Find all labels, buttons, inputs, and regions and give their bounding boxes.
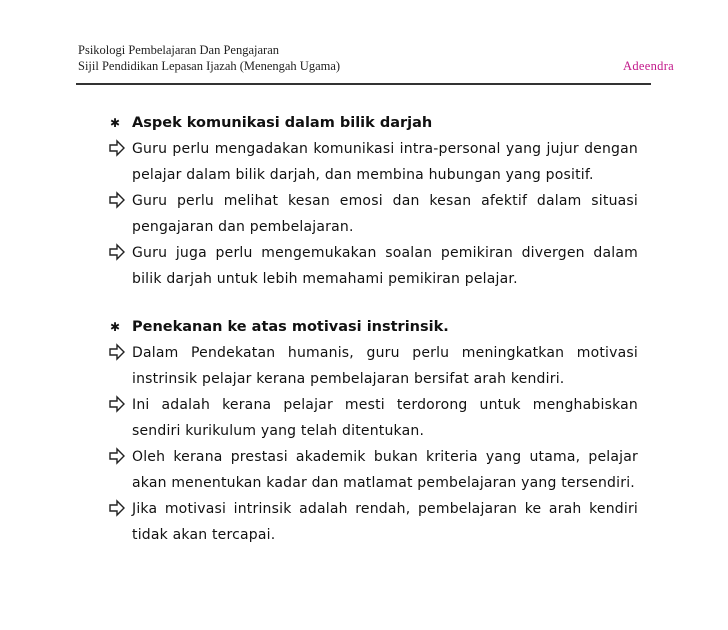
author-name: Adeendra — [623, 59, 674, 73]
list-item — [0, 496, 638, 548]
arrow-right-icon — [108, 242, 126, 262]
arrow-right-icon — [108, 498, 126, 518]
list-item-text: Guru juga perlu mengemukakan soalan pemikiran divergen dalam bilik darjah untuk lebih memahami pemikiran pelajar. — [132, 245, 638, 287]
list-item-text: Jika motivasi intrinsik adalah rendah, pembelajaran ke arah kendiri tidak akan tercapai. — [132, 501, 638, 543]
list-item — [0, 392, 638, 444]
section-communication — [0, 110, 728, 292]
bullet-icon: ✱ — [110, 116, 121, 130]
page-header — [78, 42, 674, 74]
arrow-right-icon — [108, 342, 126, 362]
list-item-text: Oleh kerana prestasi akademik bukan kriteria yang utama, pelajar akan menentukan kadar dan matlamat pembelajaran yang tersendiri. — [132, 449, 638, 491]
list-item-text: Dalam Pendekatan humanis, guru perlu meningkatkan motivasi instrinsik pelajar kerana pembelajaran bersifat arah kendiri. — [132, 345, 638, 387]
page-body — [0, 110, 728, 570]
list-item-text: Guru perlu mengadakan komunikasi intra-personal yang jujur dengan pelajar dalam bilik darjah, dan membina hubungan yang positif. — [132, 141, 638, 183]
list-item-text: Ini adalah kerana pelajar mesti terdorong untuk menghabiskan sendiri kurikulum yang telah ditentukan. — [132, 397, 638, 439]
list-item — [0, 240, 638, 292]
section-heading — [0, 110, 728, 136]
section-heading — [0, 314, 728, 340]
list-item — [0, 188, 638, 240]
arrow-right-icon — [108, 446, 126, 466]
document-subtitle: Sijil Pendidikan Lepasan Ijazah (Menengah Ugama) — [78, 59, 341, 73]
header-divider — [76, 83, 651, 85]
document-title: Psikologi Pembelajaran Dan Pengajaran — [78, 43, 279, 57]
bullet-icon: ✱ — [110, 320, 121, 334]
list-item — [0, 444, 638, 496]
header-line2 — [78, 58, 674, 74]
section-heading-text: Aspek komunikasi dalam bilik darjah — [132, 115, 433, 131]
arrow-right-icon — [108, 190, 126, 210]
section-motivation — [0, 314, 728, 548]
list-item — [0, 340, 638, 392]
list-item — [0, 136, 638, 188]
arrow-right-icon — [108, 138, 126, 158]
section-heading-text: Penekanan ke atas motivasi instrinsik. — [132, 319, 449, 335]
list-item-text: Guru perlu melihat kesan emosi dan kesan afektif dalam situasi pengajaran dan pembelajaran. — [132, 193, 638, 235]
arrow-right-icon — [108, 394, 126, 414]
